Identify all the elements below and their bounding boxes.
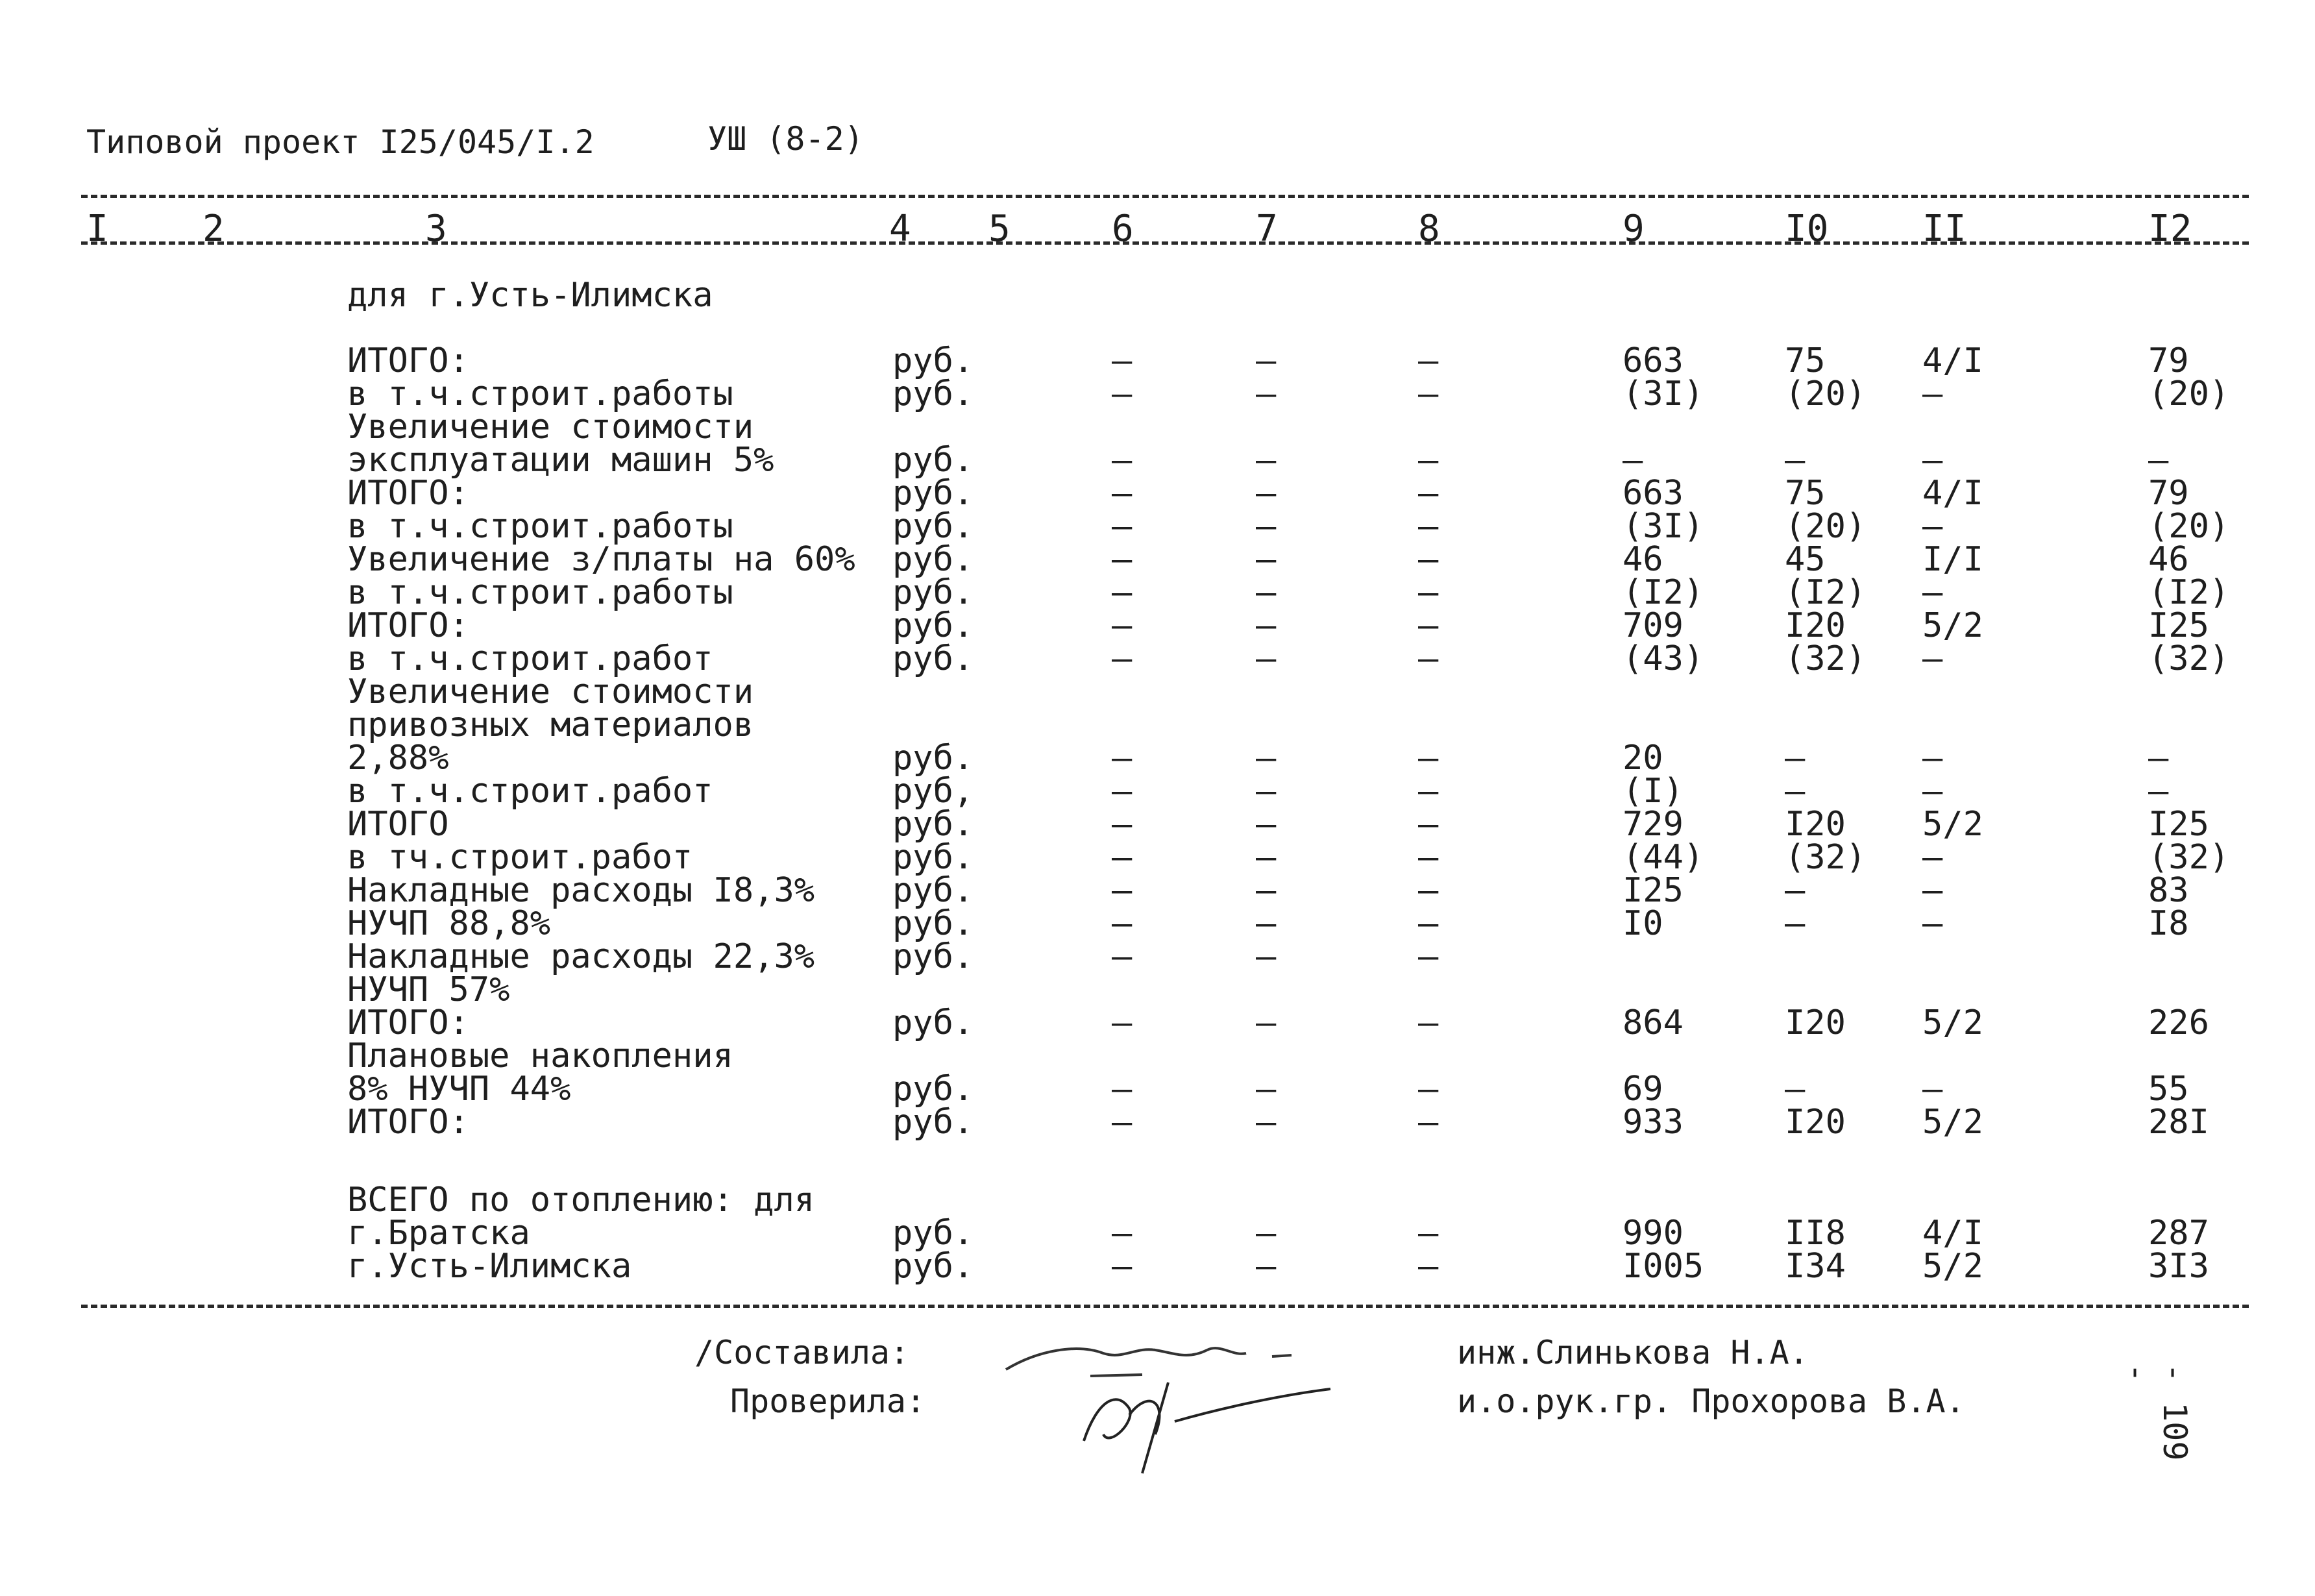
table-row [0, 374, 2315, 413]
cell-c10: – [1785, 871, 1806, 910]
row-label: г.Усть-Илимска [347, 1247, 632, 1286]
cell-c7: – [1256, 474, 1277, 513]
table-row [0, 1181, 2315, 1220]
cell-c6: – [1112, 805, 1133, 844]
cell-c12: – [2148, 772, 2169, 811]
table-row [0, 441, 2315, 480]
cell-c10: – [1785, 441, 1806, 480]
column-number: I [86, 208, 108, 250]
cell-c11: – [1922, 1070, 1943, 1109]
table-row [0, 1150, 2315, 1184]
row-label: в т.ч.строит.работы [347, 507, 733, 546]
row-label: ИТОГО [347, 805, 449, 844]
cell-c9: (44) [1623, 838, 1704, 877]
row-unit: руб. [892, 573, 974, 612]
row-label: Увеличение стоимости [347, 408, 754, 447]
cell-c7: – [1256, 374, 1277, 413]
row-label: НУЧП 88,8% [347, 904, 551, 943]
cell-c12: 83 [2148, 871, 2189, 910]
cell-c12: 79 [2148, 474, 2189, 513]
cell-c8: – [1418, 838, 1439, 877]
row-label: в т.ч.строит.работ [347, 639, 713, 678]
row-unit: руб. [892, 374, 974, 413]
cell-c9: 990 [1623, 1214, 1684, 1253]
cell-c10: I20 [1785, 1103, 1846, 1142]
cell-c12: 55 [2148, 1070, 2189, 1109]
cell-c11: – [1922, 374, 1943, 413]
cell-c9: 663 [1623, 474, 1684, 513]
cell-c8: – [1418, 1103, 1439, 1142]
row-label: в т.ч.строит.работы [347, 573, 733, 612]
cell-c7: – [1256, 639, 1277, 678]
row-label: ИТОГО: [347, 1003, 469, 1042]
top-rule [81, 195, 2249, 198]
cell-c7: – [1256, 573, 1277, 612]
table-row [0, 937, 2315, 976]
cell-c6: – [1112, 1214, 1133, 1253]
cell-c10: – [1785, 739, 1806, 778]
cell-c6: – [1112, 441, 1133, 480]
cell-c8: – [1418, 1003, 1439, 1042]
cell-c9: I005 [1623, 1247, 1704, 1286]
cell-c8: – [1418, 904, 1439, 943]
cell-c6: – [1112, 474, 1133, 513]
row-unit: руб. [892, 1070, 974, 1109]
row-unit: руб. [892, 507, 974, 546]
cell-c8: – [1418, 606, 1439, 645]
column-number: 4 [889, 208, 911, 250]
row-unit: руб. [892, 606, 974, 645]
cell-c9: 663 [1623, 341, 1684, 380]
cell-c7: – [1256, 1070, 1277, 1109]
cell-c7: – [1256, 341, 1277, 380]
cell-c11: – [1922, 639, 1943, 678]
row-label: 2,88% [347, 739, 449, 778]
cell-c11: – [1922, 838, 1943, 877]
row-label: в тч.строит.работ [347, 838, 693, 877]
row-label: привозных материалов [347, 706, 754, 744]
table-row [0, 1039, 2315, 1073]
cell-c11: – [1922, 441, 1943, 480]
cell-c11: 5/2 [1922, 1103, 1983, 1142]
table-row [0, 507, 2315, 546]
cell-c7: – [1256, 739, 1277, 778]
cell-c9: 46 [1623, 540, 1663, 579]
row-label: Накладные расходы 22,3% [347, 937, 815, 976]
cell-c6: – [1112, 772, 1133, 811]
cell-c10: I20 [1785, 805, 1846, 844]
cell-c11: 5/2 [1922, 606, 1983, 645]
cell-c12: (20) [2148, 374, 2230, 413]
cell-c6: – [1112, 507, 1133, 546]
cell-c12: (32) [2148, 639, 2230, 678]
cell-c11: I/I [1922, 540, 1983, 579]
checked-name: и.о.рук.гр. Прохорова В.А. [1457, 1382, 1965, 1420]
cell-c12: 46 [2148, 540, 2189, 579]
row-label: ИТОГО: [347, 341, 469, 380]
row-unit: руб. [892, 838, 974, 877]
table-row [0, 540, 2315, 579]
cell-c12: I25 [2148, 805, 2209, 844]
row-unit: руб. [892, 1103, 974, 1142]
cell-c10: I20 [1785, 606, 1846, 645]
column-number: 3 [425, 208, 447, 250]
cell-c9: 933 [1623, 1103, 1684, 1142]
compiled-name: инж.Слинькова Н.А. [1457, 1334, 1809, 1371]
cell-c8: – [1418, 739, 1439, 778]
column-number: 2 [202, 208, 225, 250]
cell-c8: – [1418, 1070, 1439, 1109]
row-unit: руб. [892, 639, 974, 678]
column-number: I0 [1785, 208, 1829, 250]
table-row [0, 1070, 2315, 1109]
row-label: ИТОГО: [347, 474, 469, 513]
cell-c6: – [1112, 606, 1133, 645]
cell-c7: – [1256, 937, 1277, 976]
cell-c7: – [1256, 606, 1277, 645]
cell-c12: I25 [2148, 606, 2209, 645]
column-number: I2 [2148, 208, 2192, 250]
cell-c10: – [1785, 772, 1806, 811]
cell-c7: – [1256, 441, 1277, 480]
cell-c11: 4/I [1922, 474, 1983, 513]
cell-c6: – [1112, 540, 1133, 579]
cell-c7: – [1256, 904, 1277, 943]
cell-c11: 4/I [1922, 341, 1983, 380]
cell-c8: – [1418, 507, 1439, 546]
cell-c9: I0 [1623, 904, 1663, 943]
cell-c6: – [1112, 1103, 1133, 1142]
table-row [0, 838, 2315, 877]
row-label: г.Братска [347, 1214, 530, 1253]
column-number: 8 [1418, 208, 1440, 250]
cell-c11: – [1922, 772, 1943, 811]
table-row [0, 904, 2315, 943]
cell-c12: 3I3 [2148, 1247, 2209, 1286]
cell-c12: – [2148, 739, 2169, 778]
bottom-rule [81, 1305, 2249, 1308]
table-row [0, 672, 2315, 711]
cell-c8: – [1418, 1247, 1439, 1286]
cell-c9: (I2) [1623, 573, 1704, 612]
table-row [0, 708, 2315, 742]
row-unit: руб. [892, 441, 974, 480]
page-number: - 109 - [2118, 1363, 2194, 1461]
row-unit: руб. [892, 904, 974, 943]
row-unit: руб. [892, 1247, 974, 1286]
row-label: ИТОГО: [347, 606, 469, 645]
row-label: НУЧП 57% [347, 970, 510, 1009]
cell-c11: – [1922, 871, 1943, 910]
row-unit: руб. [892, 871, 974, 910]
table-row [0, 341, 2315, 380]
table-row [0, 805, 2315, 844]
row-label: в т.ч.строит.работ [347, 772, 713, 811]
cell-c9: (43) [1623, 639, 1704, 678]
column-rule [81, 241, 2249, 245]
cell-c8: – [1418, 1214, 1439, 1253]
row-unit: руб. [892, 540, 974, 579]
cell-c9: (3I) [1623, 374, 1704, 413]
cell-c6: – [1112, 871, 1133, 910]
cell-c12: 226 [2148, 1003, 2209, 1042]
cell-c7: – [1256, 871, 1277, 910]
cell-c7: – [1256, 772, 1277, 811]
cell-c11: – [1922, 904, 1943, 943]
cell-c11: – [1922, 507, 1943, 546]
row-label: 8% НУЧП 44% [347, 1070, 571, 1109]
row-label: Увеличение з/платы на 60% [347, 540, 855, 579]
cell-c11: 5/2 [1922, 1247, 1983, 1286]
cell-c10: (32) [1785, 838, 1867, 877]
row-unit: руб. [892, 937, 974, 976]
table-row [0, 606, 2315, 645]
cell-c10: I20 [1785, 1003, 1846, 1042]
table-row [0, 474, 2315, 513]
table-row [0, 1103, 2315, 1142]
row-label: эксплуатации машин 5% [347, 441, 774, 480]
cell-c7: – [1256, 540, 1277, 579]
table-row [0, 772, 2315, 811]
cell-c12: I8 [2148, 904, 2189, 943]
cell-c12: – [2148, 441, 2169, 480]
cell-c10: (20) [1785, 507, 1867, 546]
row-unit: руб. [892, 805, 974, 844]
cell-c6: – [1112, 937, 1133, 976]
cell-c7: – [1256, 805, 1277, 844]
cell-c8: – [1418, 474, 1439, 513]
cell-c6: – [1112, 639, 1133, 678]
table-row [0, 871, 2315, 910]
table-row [0, 970, 2315, 1009]
checked-label: Проверила: [730, 1382, 926, 1420]
cell-c11: – [1922, 739, 1943, 778]
section-title: для г.Усть-Илимска [347, 276, 713, 315]
cell-c8: – [1418, 937, 1439, 976]
row-unit: руб. [892, 739, 974, 778]
cell-c12: 79 [2148, 341, 2189, 380]
table-row [0, 1214, 2315, 1253]
column-number: 6 [1112, 208, 1134, 250]
row-label: ИТОГО: [347, 1103, 469, 1142]
cell-c10: – [1785, 904, 1806, 943]
cell-c9: (3I) [1623, 507, 1704, 546]
cell-c7: – [1256, 1247, 1277, 1286]
cell-c6: – [1112, 838, 1133, 877]
cell-c10: 75 [1785, 474, 1826, 513]
column-number: 5 [988, 208, 1011, 250]
cell-c11: 4/I [1922, 1214, 1983, 1253]
cell-c8: – [1418, 639, 1439, 678]
cell-c10: I34 [1785, 1247, 1846, 1286]
cell-c10: II8 [1785, 1214, 1846, 1253]
row-label: Увеличение стоимости [347, 672, 754, 711]
table-row [0, 1003, 2315, 1042]
cell-c6: – [1112, 739, 1133, 778]
cell-c11: – [1922, 573, 1943, 612]
cell-c10: (32) [1785, 639, 1867, 678]
cell-c12: (32) [2148, 838, 2230, 877]
cell-c6: – [1112, 904, 1133, 943]
cell-c12: (I2) [2148, 573, 2230, 612]
sheet-code: УШ (8-2) [707, 120, 864, 158]
cell-c6: – [1112, 341, 1133, 380]
cell-c9: 729 [1623, 805, 1684, 844]
cell-c8: – [1418, 374, 1439, 413]
table-row [0, 1247, 2315, 1286]
row-unit: руб. [892, 341, 974, 380]
cell-c10: (20) [1785, 374, 1867, 413]
row-label: Накладные расходы I8,3% [347, 871, 815, 910]
column-number: 7 [1256, 208, 1278, 250]
cell-c9: – [1623, 441, 1643, 480]
cell-c7: – [1256, 838, 1277, 877]
cell-c12: 287 [2148, 1214, 2209, 1253]
cell-c8: – [1418, 772, 1439, 811]
row-unit: руб. [892, 1214, 974, 1253]
table-row [0, 408, 2315, 447]
cell-c10: 45 [1785, 540, 1826, 579]
cell-c12: (20) [2148, 507, 2230, 546]
cell-c9: 709 [1623, 606, 1684, 645]
cell-c7: – [1256, 507, 1277, 546]
cell-c6: – [1112, 573, 1133, 612]
table-row [0, 639, 2315, 678]
cell-c8: – [1418, 441, 1439, 480]
cell-c7: – [1256, 1214, 1277, 1253]
column-number: II [1922, 208, 1966, 250]
cell-c9: 69 [1623, 1070, 1663, 1109]
cell-c10: (I2) [1785, 573, 1867, 612]
project-title: Типовой проект I25/045/I.2 [86, 123, 594, 161]
cell-c8: – [1418, 573, 1439, 612]
column-number: 9 [1623, 208, 1645, 250]
cell-c8: – [1418, 871, 1439, 910]
cell-c9: 20 [1623, 739, 1663, 778]
cell-c8: – [1418, 341, 1439, 380]
cell-c7: – [1256, 1003, 1277, 1042]
cell-c9: (I) [1623, 772, 1684, 811]
row-label: в т.ч.строит.работы [347, 374, 733, 413]
cell-c9: 864 [1623, 1003, 1684, 1042]
compiled-label: /Составила: [694, 1334, 910, 1371]
cell-c10: – [1785, 1070, 1806, 1109]
cell-c6: – [1112, 1247, 1133, 1286]
table-row [0, 573, 2315, 612]
table-row [0, 739, 2315, 778]
cell-c8: – [1418, 540, 1439, 579]
cell-c8: – [1418, 805, 1439, 844]
cell-c9: I25 [1623, 871, 1684, 910]
row-label: Плановые накопления [347, 1037, 733, 1075]
cell-c6: – [1112, 374, 1133, 413]
cell-c11: 5/2 [1922, 805, 1983, 844]
cell-c6: – [1112, 1003, 1133, 1042]
row-unit: руб. [892, 474, 974, 513]
cell-c7: – [1256, 1103, 1277, 1142]
cell-c12: 28I [2148, 1103, 2209, 1142]
row-unit: руб. [892, 1003, 974, 1042]
cell-c6: – [1112, 1070, 1133, 1109]
row-unit: руб, [892, 772, 974, 811]
row-label: ВСЕГО по отоплению: для [347, 1181, 815, 1220]
cell-c11: 5/2 [1922, 1003, 1983, 1042]
signature-checked [1071, 1363, 1343, 1480]
cell-c10: 75 [1785, 341, 1826, 380]
